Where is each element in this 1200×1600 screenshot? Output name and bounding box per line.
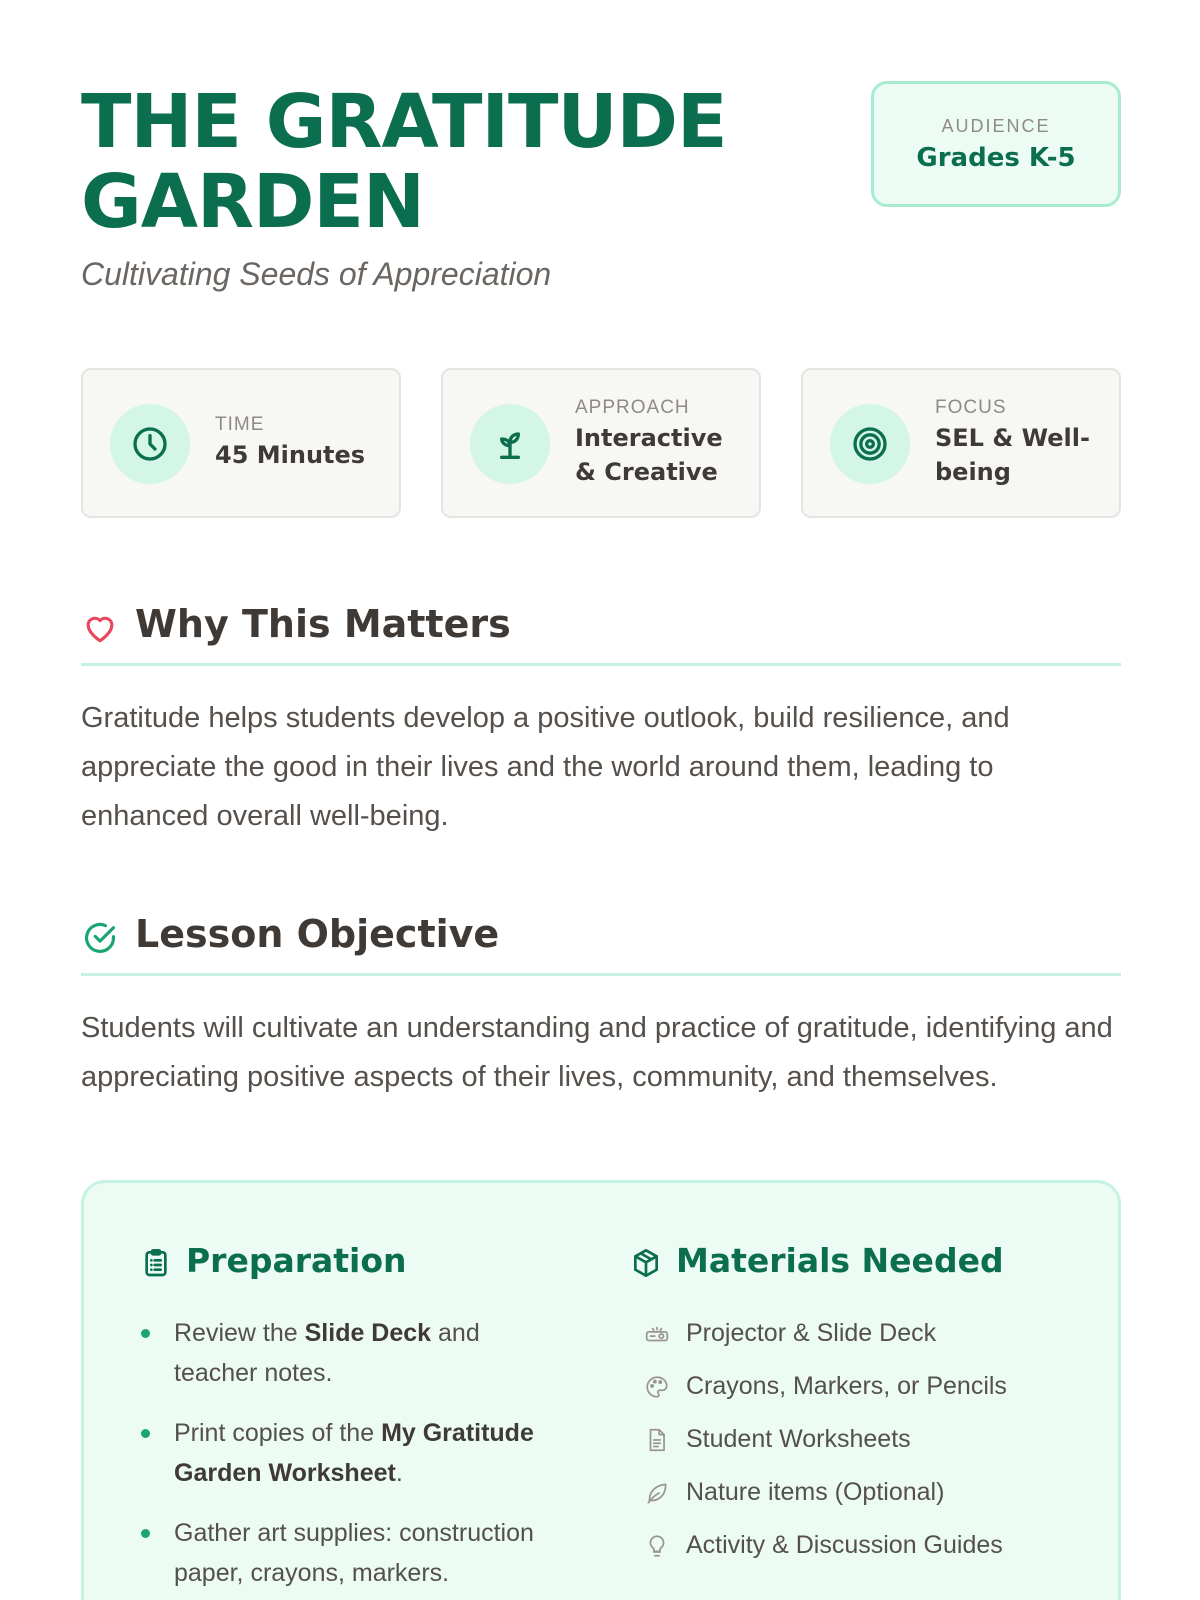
objective-paragraph: Students will cultivate an understanding and practice of gratitude, identifying and appreciating positive aspects of their lives, community, and themselves.	[81, 1012, 1113, 1093]
list-item: Projector & Slide Deck	[644, 1313, 1094, 1366]
card-value: Interactive & Creative	[575, 424, 723, 486]
heart-icon	[81, 609, 119, 647]
info-card-focus	[801, 368, 1121, 518]
why-paragraph: Gratitude helps students develop a positive outlook, build resilience, and appreciate the good in their lives and the world around them, leading to enhanced overall well-being.	[81, 702, 1010, 832]
list-item: Print copies of the My Gratitude Garden Worksheet.	[140, 1413, 570, 1493]
lightbulb-icon	[644, 1533, 670, 1559]
target-icon	[830, 404, 910, 484]
materials-list	[644, 1313, 1094, 1578]
why-heading: Why This Matters	[135, 602, 511, 646]
clipboard-icon	[140, 1247, 172, 1279]
lesson-plan-page	[81, 0, 1121, 1600]
audience-badge	[871, 81, 1121, 207]
audience-label: AUDIENCE	[941, 116, 1051, 136]
card-value: SEL & Well-being	[935, 424, 1090, 486]
info-cards	[81, 368, 1121, 518]
audience-value: Grades K-5	[916, 143, 1076, 173]
sprout-icon	[470, 404, 550, 484]
list-item: Student Worksheets	[644, 1419, 1094, 1472]
info-card-approach	[441, 368, 761, 518]
list-item: Nature items (Optional)	[644, 1472, 1094, 1525]
list-item: Review the Slide Deck and teacher notes.	[140, 1313, 570, 1393]
clock-icon	[110, 404, 190, 484]
preparation-heading: Preparation	[186, 1241, 407, 1280]
objective-section-header	[81, 906, 1121, 976]
objective-heading: Lesson Objective	[135, 912, 500, 956]
document-icon	[644, 1427, 670, 1453]
title-line-1: THE GRATITUDE	[81, 79, 727, 165]
title-line-2: GARDEN	[81, 159, 424, 245]
info-card-time	[81, 368, 401, 518]
materials-heading: Materials Needed	[676, 1241, 1004, 1280]
leaf-icon	[644, 1480, 670, 1506]
page-title	[81, 79, 801, 245]
list-item: Crayons, Markers, or Pencils	[644, 1366, 1094, 1419]
card-value: 45 Minutes	[215, 441, 366, 469]
card-label: APPROACH	[575, 397, 690, 418]
why-section-header	[81, 596, 1121, 666]
card-label: FOCUS	[935, 397, 1007, 418]
check-circle-icon	[81, 919, 119, 957]
projector-icon	[644, 1321, 670, 1347]
preparation-list	[140, 1313, 570, 1600]
list-item: Gather art supplies: construction paper, crayons, markers.	[140, 1513, 570, 1593]
box-icon	[630, 1247, 662, 1279]
card-label: TIME	[215, 414, 265, 435]
list-item: Activity & Discussion Guides	[644, 1525, 1094, 1578]
palette-icon	[644, 1374, 670, 1400]
page-subtitle: Cultivating Seeds of Appreciation	[81, 256, 552, 292]
prep-materials-panel	[81, 1180, 1121, 1600]
